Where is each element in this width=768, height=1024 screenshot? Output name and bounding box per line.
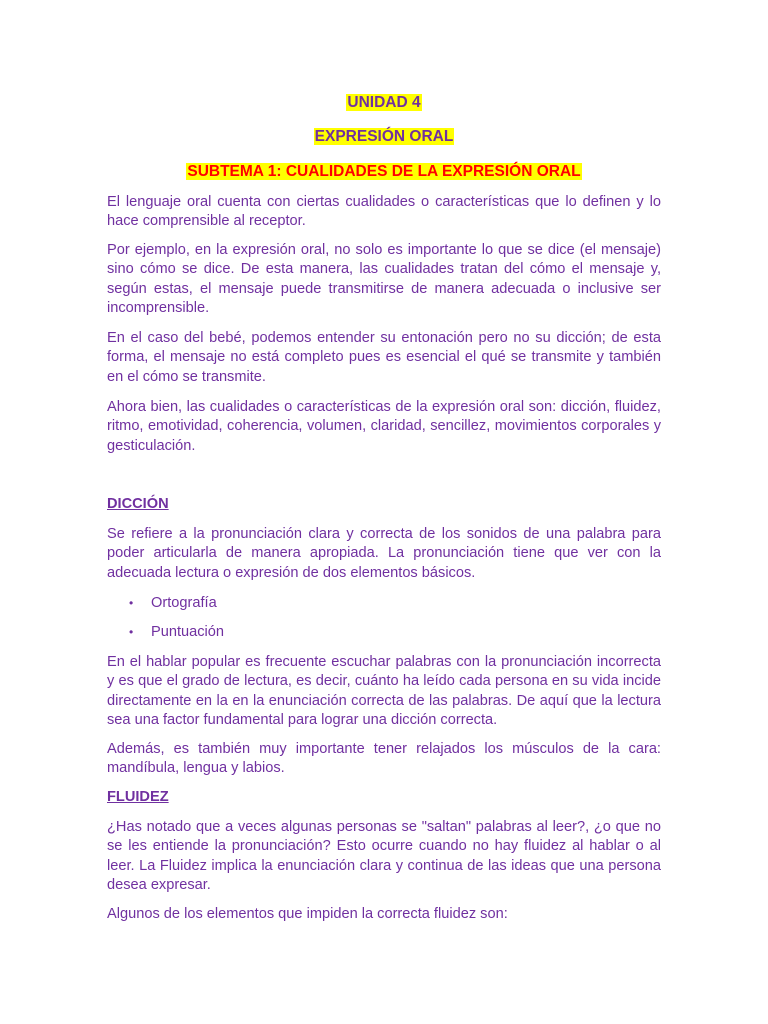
intro-paragraph-1: El lenguaje oral cuenta con ciertas cualidades o características que lo definen y lo hace comprensible al receptor. [107, 194, 661, 230]
topic-title: EXPRESIÓN ORAL [314, 128, 454, 145]
intro-paragraph-4: Ahora bien, las cualidades o características de la expresión oral son: dicción, fluidez, ritmo, emotividad, coherencia, volumen, claridad, sencillez, movimientos corporales y gesticulación. [107, 399, 661, 454]
diccion-paragraph-3: Además, es también muy importante tener relajados los músculos de la cara: mandíbula, lengua y labios. [107, 741, 661, 777]
diccion-paragraph-1: Se refiere a la pronunciación clara y correcta de los sonidos de una palabra para poder articularla de manera apropiada. La pronunciación tiene que ver con la adecuada lectura o expresión de dos elementos básicos. [107, 526, 661, 581]
section-heading-fluidez: FLUIDEZ [107, 789, 169, 805]
intro-paragraph-2: Por ejemplo, en la expresión oral, no solo es importante lo que se dice (el mensaje) sino cómo se dice. De esta manera, las cualidades tratan del cómo el mensaje y, según estas, el mensaje puede transmitirse de manera adecuada o inclusive ser incomprensible. [107, 242, 661, 316]
fluidez-paragraph-2: Algunos de los elementos que impiden la correcta fluidez son: [107, 906, 508, 922]
bullet-icon: • [129, 625, 134, 639]
intro-paragraph-3: En el caso del bebé, podemos entender su entonación pero no su dicción; de esta forma, el mensaje no está completo pues es esencial el qué se transmite y también en el cómo se transmite. [107, 330, 661, 385]
unit-title: UNIDAD 4 [347, 94, 421, 111]
subtopic-title: SUBTEMA 1: CUALIDADES DE LA EXPRESIÓN ORAL [187, 163, 581, 180]
fluidez-paragraph-1: ¿Has notado que a veces algunas personas se "saltan" palabras al leer?, ¿o que no se les entiende la pronunciación? Esto ocurre cuando no hay fluidez al hablar o al leer. La Fluidez implica la enunciación clara y continua de las ideas que una persona desea expresar. [107, 819, 661, 893]
bullet-icon: • [129, 596, 134, 610]
diccion-paragraph-2: En el hablar popular es frecuente escuchar palabras con la pronunciación incorrecta y es que el grado de lectura, es decir, cuánto ha leído cada persona en su vida incide directamente en la en la enunciación correcta de las palabras. De aquí que la lectura sea una factor fundamental para lograr una dicción correcta. [107, 654, 661, 728]
document-page: UNIDAD 4 EXPRESIÓN ORAL SUBTEMA 1: CUALIDADES DE LA EXPRESIÓN ORAL El lenguaje oral cuenta con ciertas cualidades o características que lo definen y lo hace comprensible al receptor. Por ejemplo, en la expresión oral, no solo es importante lo que se dice (el mensaje) sino cómo se dice. De esta manera, las cualidades tratan del cómo el mensaje y, según estas, el mensaje puede transmitirse de manera adecuada o inclusive ser incomprensible. En el caso del bebé, podemos entender su entonación pero no su dicción; de esta forma, el mensaje no está completo pues es esencial el qué se transmite y también en el cómo se transmite. Ahora bien, las cualidades o características de la expresión oral son: dicción, fluidez, ritmo, emotividad, coherencia, volumen, claridad, sencillez, movimientos corporales y gesticulación. DICCIÓN Se refiere a la pronunciación clara y correcta de los sonidos de una palabra para poder articularla de manera apropiada. La pronunciación tiene que ver con la adecuada lectura o expresión de dos elementos básicos. • Ortografía • Puntuación En el hablar popular es frecuente escuchar palabras con la pronunciación incorrecta y es que el grado de lectura, es decir, cuánto ha leído cada persona en su vida incide directamente en la en la enunciación correcta de las palabras. De aquí que la lectura sea una factor fundamental para lograr una dicción correcta. Además, es también muy importante tener relajados los músculos de la cara: mandíbula, lengua y labios. FLUIDEZ ¿Has notado que a veces algunas personas se "saltan" palabras al leer?, ¿o que no se les entiende la pronunciación? Esto ocurre cuando no hay fluidez al hablar o al leer. La Fluidez implica la enunciación clara y continua de las ideas que una persona desea expresar. Algunos de los elementos que impiden la correcta fluidez son: [0, 0, 768, 1024]
section-heading-diccion: DICCIÓN [107, 496, 169, 512]
